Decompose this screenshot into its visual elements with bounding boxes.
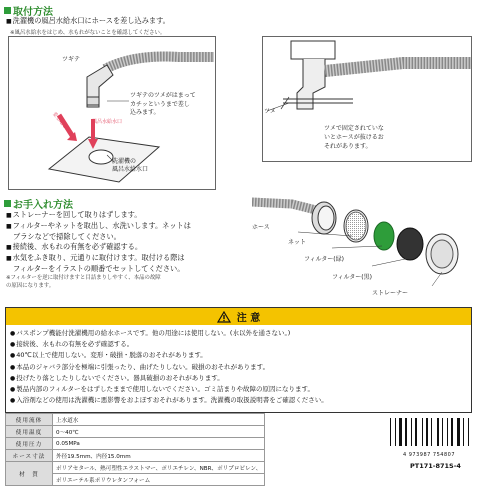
care-line-text: フィルターやネットを取出し、水洗いします。ネットは bbox=[12, 221, 191, 230]
label-hose: ホース bbox=[252, 224, 270, 231]
label-washer-line1: 洗濯機の bbox=[112, 158, 137, 165]
care-line-text: ブラシなどで掃除してください。 bbox=[13, 232, 121, 241]
caution-line: ● 接続後、水もれの有無を必ず確認する。 bbox=[6, 339, 471, 350]
caution-line: ● 製品内部のフィルターをはずしたままで使用しないでください。ゴミ詰まりや故障の原因になります。 bbox=[6, 384, 471, 395]
spec-row bbox=[6, 450, 265, 462]
barcode-bars bbox=[386, 416, 472, 448]
spec-key: 使用温度 bbox=[6, 426, 53, 438]
callout-tsume-fixed bbox=[324, 124, 384, 151]
caution-header bbox=[6, 308, 471, 325]
care-line-text: フィルターをイラストの順番でセットしてください。 bbox=[13, 264, 185, 273]
install-step bbox=[6, 16, 170, 27]
section-square-icon bbox=[4, 200, 11, 207]
spec-row bbox=[6, 426, 265, 438]
callout1-line2: カチッというまで差し bbox=[130, 100, 190, 108]
caution-line: ● 投げたり落としたりしないでください。器具破損のおそれがあります。 bbox=[6, 373, 471, 384]
care-line-text: 水気をふき取り、元通りに取付けます。取付ける際は bbox=[12, 253, 185, 262]
spec-value: 0〜40℃ bbox=[53, 426, 265, 438]
section-square-icon bbox=[4, 7, 11, 14]
label-washer-line2: 風呂水給水口 bbox=[112, 166, 149, 173]
spec-key: 使用圧力 bbox=[6, 438, 53, 450]
spec-value: ポリエーテル系ポリウレタンフォーム bbox=[53, 474, 265, 486]
care-line bbox=[6, 242, 191, 253]
care-line bbox=[6, 253, 191, 264]
care-note-line2: の原因になります。 bbox=[6, 283, 55, 289]
label-tsugite: ツギテ bbox=[62, 56, 81, 63]
spec-table bbox=[5, 413, 265, 486]
install-title-text: 取付方法 bbox=[13, 7, 53, 18]
care-line-text: ストレーナーを回して取りはずします。 bbox=[12, 210, 142, 219]
warning-triangle-icon bbox=[217, 311, 231, 323]
spec-key: ホース寸法 bbox=[6, 450, 53, 462]
caution-title: 注 意 bbox=[236, 313, 261, 324]
care-title-text: お手入れ方法 bbox=[13, 200, 73, 211]
product-code: PT171-871S-4 bbox=[410, 462, 461, 470]
caution-line: ● バスポンプ機能付洗濯機用の給水ホースです。他の用途には使用しない。(水以外を通さない。) bbox=[6, 328, 471, 339]
label-filter-black: フィルター(黒) bbox=[332, 274, 372, 281]
care-line bbox=[6, 232, 191, 242]
callout2-line3: それがあります。 bbox=[324, 143, 372, 150]
barcode-number: 4 973987 754807 bbox=[402, 452, 456, 458]
spec-table-wrap bbox=[5, 413, 265, 486]
callout2-line2: いとホースが抜けるお bbox=[324, 134, 384, 141]
caution-line: ● 入浴剤などの使用は洗濯機に悪影響をおよぼすおそれがあります。洗濯機の取扱説明書をご確認ください。 bbox=[6, 395, 471, 406]
caution-line: ● 40℃以上で使用しない。変形・破損・脱落のおそれがあります。 bbox=[6, 350, 471, 361]
callout-tsume-click bbox=[130, 92, 196, 118]
spec-value: 上水道水 bbox=[53, 414, 265, 426]
spec-row bbox=[6, 414, 265, 426]
spec-value: ポリアセタール、熱可塑性エラストマー、ポリエチレン、NBR、ポリプロピレン、 bbox=[53, 462, 265, 474]
label-tsume: ツメ bbox=[264, 108, 276, 115]
label-inlet: 風呂水給水口 bbox=[92, 119, 123, 125]
care-note bbox=[6, 274, 161, 290]
label-push: 差し込む bbox=[50, 111, 69, 131]
caution-line: ● 本品のジャバラ部分を極端に引張ったり、曲げたりしない。破損のおそれがあります。 bbox=[6, 362, 471, 373]
parts-illustration bbox=[252, 196, 480, 300]
label-filter-green: フィルター(緑) bbox=[304, 256, 344, 263]
callout1-line1: ツギテのツメがはまって bbox=[130, 92, 196, 99]
care-line bbox=[6, 221, 191, 232]
install-step-text: 洗濯機の風呂水給水口にホースを差し込みます。 bbox=[12, 16, 170, 25]
spec-row bbox=[6, 438, 265, 450]
care-line bbox=[6, 210, 191, 221]
spec-key: 材 質 bbox=[6, 462, 53, 486]
spec-key: 使用流体 bbox=[6, 414, 53, 426]
caution-list bbox=[6, 325, 471, 406]
spec-row bbox=[6, 462, 265, 474]
spec-value: 0.05MPa bbox=[53, 438, 265, 450]
label-strainer: ストレーナー bbox=[372, 290, 409, 297]
filter-parts-drawing bbox=[252, 196, 480, 300]
care-section-title bbox=[4, 196, 73, 211]
care-line-text: 接続後、水もれの有無を必ず確認する。 bbox=[12, 242, 143, 251]
caution-box bbox=[5, 307, 472, 413]
care-line bbox=[6, 264, 191, 274]
callout2-line1: ツメで固定されていな bbox=[324, 125, 384, 132]
install-note: ※風呂水給水をはじめ、水もれがないことを確認してください。 bbox=[10, 30, 166, 36]
spec-value: 外径19.5mm、内径15.0mm bbox=[53, 450, 265, 462]
care-steps bbox=[6, 210, 191, 274]
barcode bbox=[386, 416, 472, 456]
callout1-line3: 込みます。 bbox=[130, 109, 160, 116]
label-net: ネット bbox=[288, 239, 307, 246]
label-washer-inlet bbox=[112, 158, 148, 174]
care-note-line1: ※フィルターを逆に取付けますと目詰まりしやすく、本品の故障 bbox=[6, 275, 161, 281]
